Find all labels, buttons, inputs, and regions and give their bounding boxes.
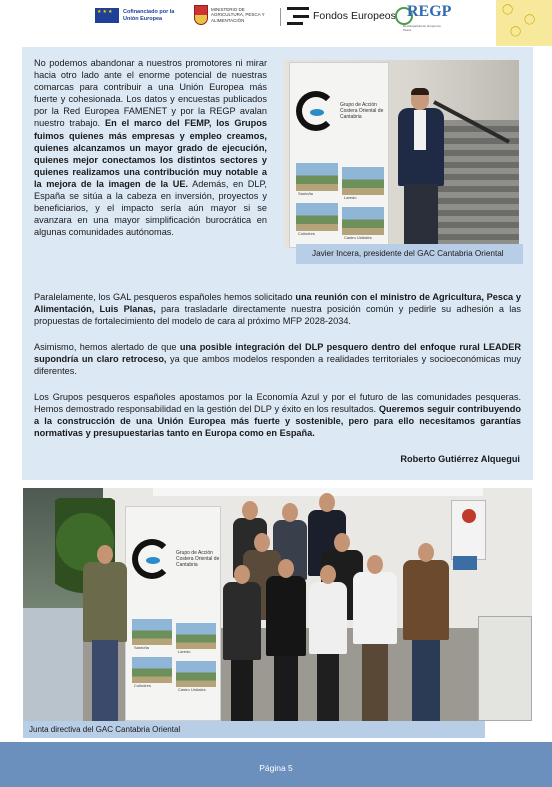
fondos-icon	[287, 7, 309, 25]
paragraph-1-bold: En el marco del FEMP, los Grupos fuimos quienes más empresas y empleo creamos, quienes alcanzamos un mayor grado de ejecución, quienes mejor conectamos los distintos sectores y quienes realizamos una contribución muy notable a la mejora de la imagen de la UE.	[34, 118, 267, 189]
gac-logo-icon	[296, 91, 336, 131]
printer	[478, 616, 532, 721]
board-members	[83, 493, 463, 721]
fondos-text: Fondos Europeos	[313, 10, 396, 22]
president-photo	[284, 60, 519, 248]
article-signature: Roberto Gutiérrez Alquegui	[400, 454, 520, 464]
paragraph-4-normal: Los Grupos pesqueros españoles apostamos por la Economía Azul y por el futuro de las comunidades pesqueras. Hemos demostrado responsabilidad en la gestión del DLP y éxito en los resultados.	[34, 392, 521, 415]
fondos-europeos-logo	[287, 7, 396, 25]
coat-of-arms-icon	[194, 5, 208, 25]
eu-flag-icon	[95, 8, 119, 23]
paragraph-4	[34, 391, 521, 439]
page-number: Página 5	[259, 763, 293, 773]
ministry-logo	[194, 5, 273, 25]
gac-banner	[289, 62, 389, 248]
gac-banner-title: Grupo de Acción Costera Oriental de Cantabria	[340, 102, 384, 120]
paragraph-1-rest: Además, en DLP, España se sitúa a la cabeza en inversión, proyectos y beneficiarios, y el impacto sería aún mayor si se avanzara en una mayor simplificación burocrática en algunas comunidades autónomas.	[34, 178, 267, 238]
regp-text: REGP	[407, 3, 452, 20]
ministry-text: MINISTERIO DE AGRICULTURA, PESCA Y ALIMENTACIÓN	[211, 6, 265, 23]
thumb-label: Santoña	[298, 191, 313, 196]
regp-subtitle: Red Española de Grupos de Pesca	[403, 24, 441, 32]
paragraph-2-normal: Paralelamente, los GAL pesqueros españoles hemos solicitado	[34, 292, 296, 302]
board-group-photo	[23, 488, 532, 721]
regp-logo	[393, 3, 452, 32]
thumb-label: Castro Urdiales	[178, 687, 206, 692]
paragraph-1-normal: No podemos abandonar a nuestros promotores ni mirar hacia otro lado ante el enorme potencial de nuestras comarcas para contribuir a una Unión Europea más fuerte y cohesionada. Los datos y encuestas publicados por la Red Europea FAMENET y por la REGP avalan nuestro trabajo.	[34, 58, 267, 129]
paragraph-1	[34, 57, 267, 238]
page-header	[0, 0, 552, 38]
paragraph-4-bold: Queremos seguir contribuyendo a la construcción de una Unión Europea más fuerte y sostenible, pero para ello necesitamos garantías normativas y presupuestarias tanto en Europa como en España.	[34, 404, 522, 439]
eu-cofinanced-logo	[95, 8, 175, 23]
thumb-label: Santoña	[134, 645, 149, 650]
thumb-label: Colindres	[134, 683, 151, 688]
person-president	[396, 88, 446, 248]
thumb-label: Laredo	[178, 649, 191, 654]
paragraph-2-bold: una reunión con el ministro de Agricultura, Pesca y Alimentación, Luis Planas,	[34, 292, 521, 315]
photo-caption-board: Junta directiva del GAC Cantabria Oriental	[23, 721, 485, 738]
paragraph-3-bold: una posible integración del DLP pesquero dentro del enfoque rural LEADER supondría un claro retroceso,	[34, 342, 521, 365]
paragraph-2-rest: para trasladarle directamente nuestra posición común y pedirle su adhesión a las propuestas de fortalecimiento del modelo de cara al próximo MFP 2028-2034.	[34, 304, 521, 327]
thumb-label: Castro Urdiales	[344, 235, 372, 240]
corner-fish-decoration: ◯ ◯ ◯	[496, 0, 552, 46]
paragraph-3-normal: Asimismo, hemos alertado de que	[34, 342, 180, 352]
gac-banner-title: Grupo de Acción Costera Oriental de Cantabria	[176, 550, 220, 568]
photo-caption-president: Javier Incera, presidente del GAC Cantabria Oriental	[296, 244, 523, 264]
thumb-label: Colindres	[298, 231, 315, 236]
logo-divider	[280, 8, 281, 26]
paragraph-3	[34, 341, 521, 377]
thumb-label: Laredo	[344, 195, 357, 200]
paragraph-3-rest: ya que ambos modelos responden a realidades territoriales y socioeconómicas muy diferentes.	[34, 354, 521, 377]
paragraph-2	[34, 291, 521, 327]
eu-logo-text: Cofinanciado por la Unión Europea	[123, 9, 175, 22]
